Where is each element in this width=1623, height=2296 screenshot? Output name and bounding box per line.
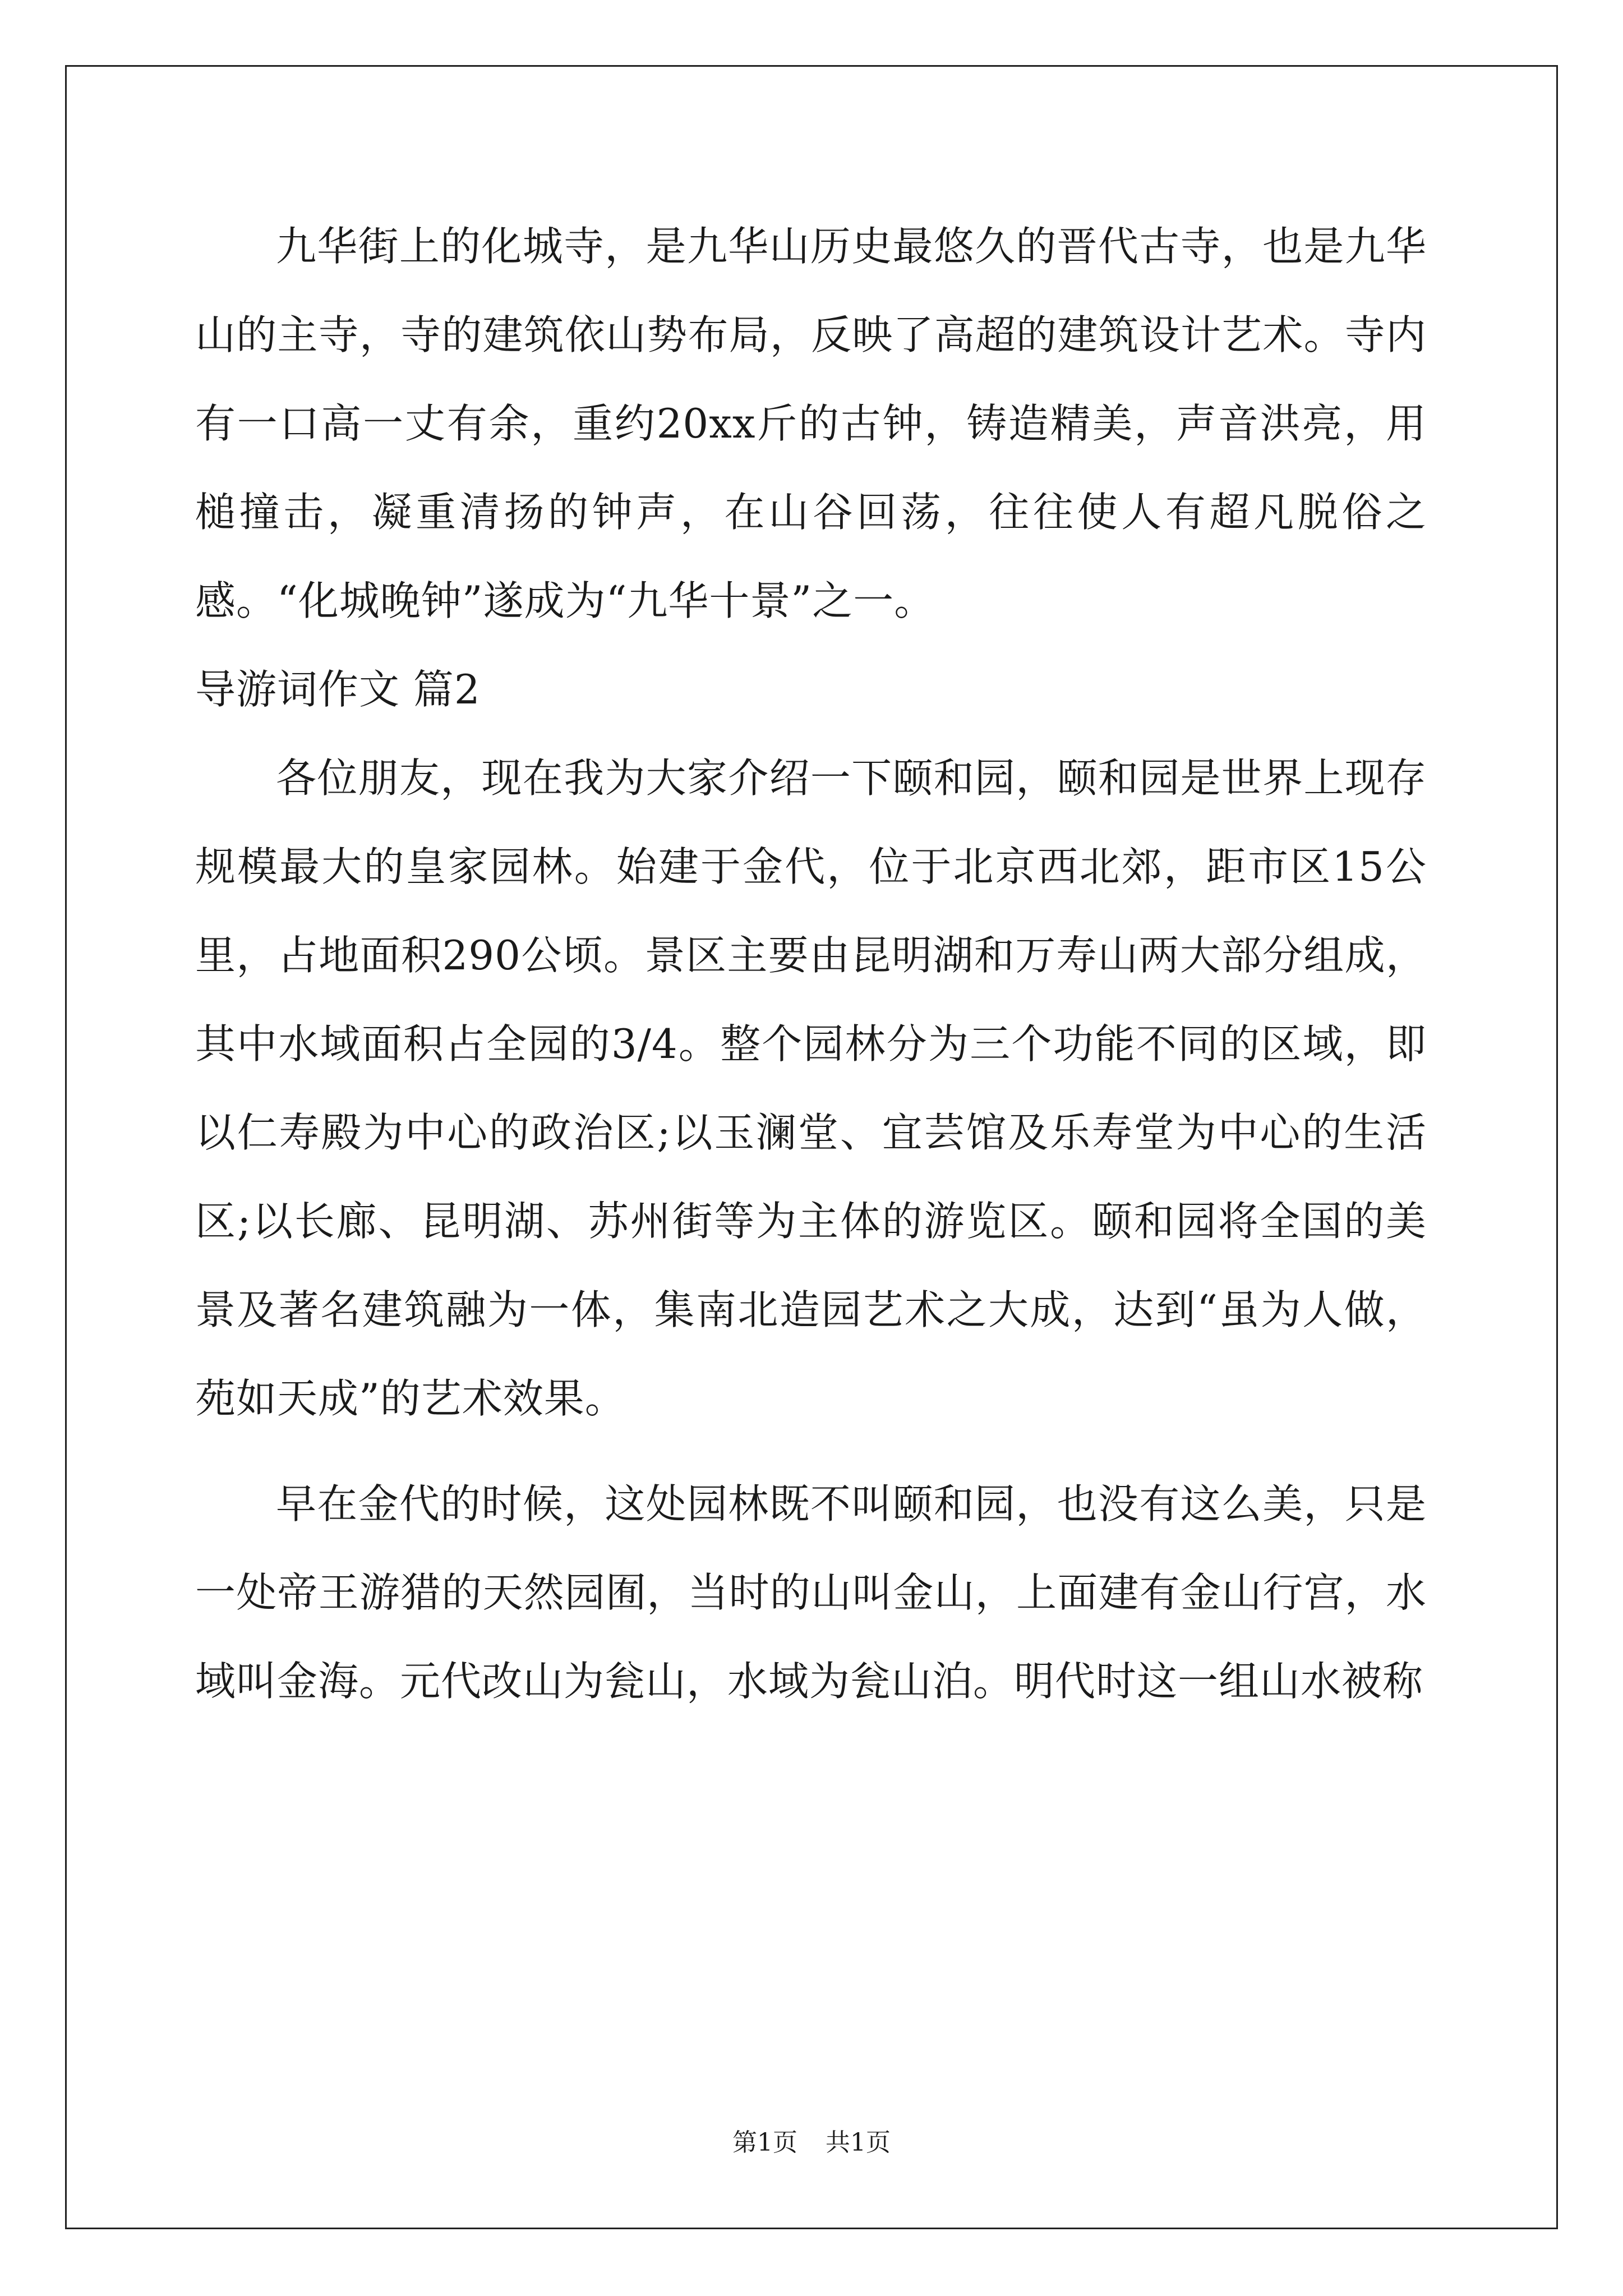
paragraph-summer-palace-history: 早在金代的时候，这处园林既不叫颐和园，也没有这么美，只是一处帝王游猎的天然园囿，当时的山叫金山，上面建有金山行宫，水域叫金海。元代改山为瓮山，水域为瓮山泊。明代时这一组山水被称	[195, 1480, 1427, 1705]
total-pages: 共1页	[826, 2128, 891, 2157]
document-body	[195, 202, 1427, 1726]
page-footer	[0, 2126, 1623, 2160]
section-heading: 导游词作文 篇2	[195, 666, 481, 713]
paragraph-huacheng-temple: 九华街上的化城寺，是九华山历史最悠久的晋代古寺，也是九华山的主寺，寺的建筑依山势布局，反映了高超的建筑设计艺术。寺内有一口高一丈有余，重约20xx斤的古钟，铸造精美，声音洪亮，用槌撞击，凝重清扬的钟声，在山谷回荡，往往使人有超凡脱俗之感。“化城晚钟”遂成为“九华十景”之一。	[195, 223, 1427, 624]
page-number: 第1页	[732, 2128, 797, 2157]
paragraph-summer-palace-intro: 各位朋友，现在我为大家介绍一下颐和园，颐和园是世界上现存规模最大的皇家园林。始建于金代，位于北京西北郊，距市区15公里，占地面积290公顷。景区主要由昆明湖和万寿山两大部分组成，其中水域面积占全园的3/4。整个园林分为三个功能不同的区域，即以仁寿殿为中心的政治区;以玉澜堂、宜芸馆及乐寿堂为中心的生活区;以长廊、昆明湖、苏州街等为主体的游览区。颐和园将全国的美景及著名建筑融为一体，集南北造园艺术之大成，达到“虽为人做，苑如天成”的艺术效果。	[195, 754, 1427, 1422]
